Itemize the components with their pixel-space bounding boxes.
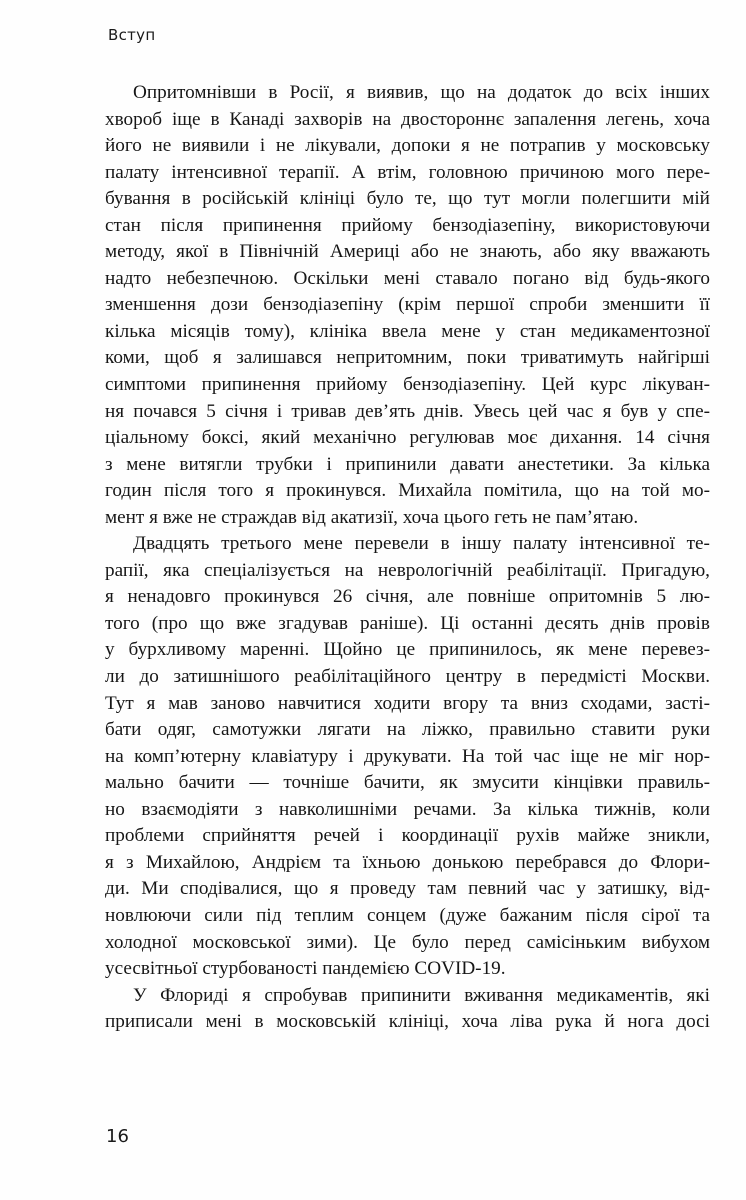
text-line: методу, якої в Північній Америці або не знають, або яку вважають bbox=[105, 241, 710, 263]
text-line: но взаємодіяти з навколишніми речами. За кілька тижнів, коли bbox=[105, 798, 710, 820]
paragraph bbox=[105, 531, 710, 982]
text-line: мально бачити — точніше бачити, як змусити кінцівки правиль- bbox=[105, 772, 710, 794]
running-head: Вступ bbox=[108, 26, 156, 44]
paragraph bbox=[105, 80, 710, 531]
text-line: того (про що вже згадував раніше). Ці останні десять днів провів bbox=[105, 612, 710, 634]
text-line: проблеми сприйняття речей і координації рухів майже зникли, bbox=[105, 825, 710, 847]
text-line: я ненадовго прокинувся 26 січня, але повніше опритомнів 5 лю- bbox=[105, 586, 711, 608]
text-line: бати одяг, самотужки лягати на ліжко, правильно ставити руки bbox=[105, 719, 711, 741]
text-line: ди. Ми сподівалися, що я проведу там певний час у затишку, від- bbox=[105, 878, 710, 900]
text-line: я з Михайлою, Андрієм та їхньою донькою перебрався до Флори- bbox=[105, 851, 710, 873]
text-line: кілька місяців тому), клініка ввела мене у стан медикаментозної bbox=[105, 320, 711, 342]
text-line: зменшення дози бензодіазепіну (крім першої спроби зменшити її bbox=[105, 294, 710, 316]
paragraph bbox=[105, 983, 710, 1036]
text-line: Двадцять третього мене перевели в іншу палату інтенсивної те- bbox=[133, 533, 710, 555]
text-line: мент я вже не страждав від акатизії, хоча цього геть не пам’ятаю. bbox=[105, 506, 639, 528]
text-line: усесвітньої стурбованості пандемією COVID-19. bbox=[105, 958, 506, 980]
text-line: його не виявили і не лікували, допоки я не потрапив у московську bbox=[105, 135, 710, 157]
text-line: ня почався 5 січня і тривав дев’ять днів. Увесь цей час я був у спе- bbox=[105, 400, 710, 422]
text-line: новлюючи сили під теплим сонцем (дуже бажаним після сірої та bbox=[105, 904, 710, 926]
text-line: бування в російській клініці було те, що тут могли полегшити мій bbox=[105, 188, 710, 210]
page-number: 16 bbox=[106, 1126, 129, 1147]
text-line: ли до затишнішого реабілітаційного центру в передмісті Москви. bbox=[105, 666, 711, 688]
text-line: годин після того я прокинувся. Михайла помітила, що на той мо- bbox=[105, 480, 710, 502]
text-line: Тут я мав заново навчитися ходити вгору та вниз сходами, засті- bbox=[105, 692, 710, 714]
text-line: У Флориді я спробував припинити вживання медикаментів, які bbox=[133, 984, 711, 1006]
body-text bbox=[105, 80, 710, 1036]
text-line: надто небезпечною. Оскільки мені ставало погано від будь-якого bbox=[105, 267, 710, 289]
text-line: Опритомнівши в Росії, я виявив, що на додаток до всіх інших bbox=[133, 82, 710, 103]
text-line: на комп’ютерну клавіатуру і друкувати. На той час іще не міг нор- bbox=[105, 745, 711, 767]
text-line: хвороб іще в Канаді захворів на двостороннє запалення легень, хоча bbox=[105, 108, 711, 130]
text-line: симптоми припинення прийому бензодіазепіну. Цей курс лікуван- bbox=[105, 374, 710, 396]
text-line: коми, щоб я залишався непритомним, поки триватимуть найгірші bbox=[105, 347, 710, 369]
text-line: приписали мені в московській клініці, хоча ліва рука й нога досі bbox=[105, 1011, 710, 1033]
text-line: рапії, яка спеціалізується на неврологічній реабілітації. Пригадую, bbox=[105, 559, 710, 581]
text-line: у бурхливому маренні. Щойно це припинилось, як мене перевез- bbox=[105, 639, 711, 661]
text-line: ціальному боксі, який механічно регулював моє дихання. 14 січня bbox=[105, 427, 710, 449]
text-line: холодної московської зими). Це було перед самісіньким вибухом bbox=[105, 931, 710, 953]
text-line: з мене витягли трубки і припинили давати анестетики. За кілька bbox=[105, 453, 711, 475]
text-line: стан після припинення прийому бензодіазепіну, використовуючи bbox=[105, 214, 710, 236]
text-line: палату інтенсивної терапії. А втім, головною причиною мого пере- bbox=[105, 161, 710, 183]
